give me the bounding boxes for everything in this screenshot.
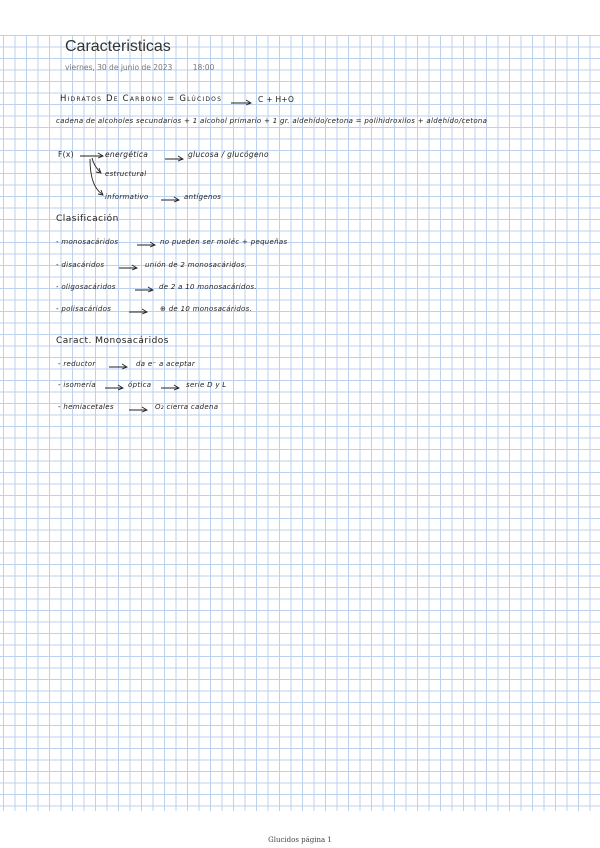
page-time: 18:00 xyxy=(192,63,215,72)
note-line-cadena: cadena de alcoholes secundarios + 1 alcohol primario + 1 gr. aldehído/cetona = polihidroxilos + aldehído/cetona xyxy=(56,117,488,125)
item-reductor: - reductor xyxy=(58,360,96,368)
page-meta xyxy=(65,63,214,72)
function-label: F(x) xyxy=(58,150,74,159)
item-polisacaridos-result: ⊕ de 10 monosacáridos. xyxy=(160,305,253,313)
function-energetica: energética xyxy=(105,150,149,159)
item-hemiacetales: - hemiacetales xyxy=(58,403,114,411)
section-clasificacion: Clasificación xyxy=(56,214,119,224)
function-estructural: estructural xyxy=(105,170,147,178)
heading-carbohidratos: Hidratos De Carbono = Glúcidos xyxy=(60,94,223,104)
item-disacaridos: - disacáridos xyxy=(56,261,105,269)
graph-paper-background xyxy=(0,35,600,811)
heading-result: C + H+O xyxy=(258,95,295,104)
item-isomeria-optica: óptica xyxy=(128,381,152,389)
item-oligosacaridos: - oligosacáridos xyxy=(56,283,116,291)
item-polisacaridos: - polisacáridos xyxy=(56,305,112,313)
function-informativo: informativo xyxy=(105,193,149,201)
item-reductor-result: da e⁻ a aceptar xyxy=(136,360,195,368)
function-energetica-result: glucosa / glucógeno xyxy=(188,150,269,159)
item-hemiacetales-result: O₂ cierra cadena xyxy=(155,403,219,411)
page-title: Caracteristicas xyxy=(65,38,171,55)
item-isomeria: - isomería xyxy=(58,381,96,389)
section-caract-monosacaridos: Caract. Monosacáridos xyxy=(56,336,169,346)
item-monosacaridos: - monosacáridos xyxy=(56,238,119,246)
page-footer: Glucidos página 1 xyxy=(268,836,332,844)
page-date: viernes, 30 de junio de 2023 xyxy=(65,63,173,72)
item-monosacaridos-result: no pueden ser moléc + pequeñas xyxy=(160,238,288,246)
item-isomeria-result: serie D y L xyxy=(186,381,227,389)
item-oligosacaridos-result: de 2 a 10 monosacáridos. xyxy=(159,283,257,291)
item-disacaridos-result: unión de 2 monosacáridos. xyxy=(145,261,248,269)
function-informativo-result: antígenos xyxy=(184,193,222,201)
